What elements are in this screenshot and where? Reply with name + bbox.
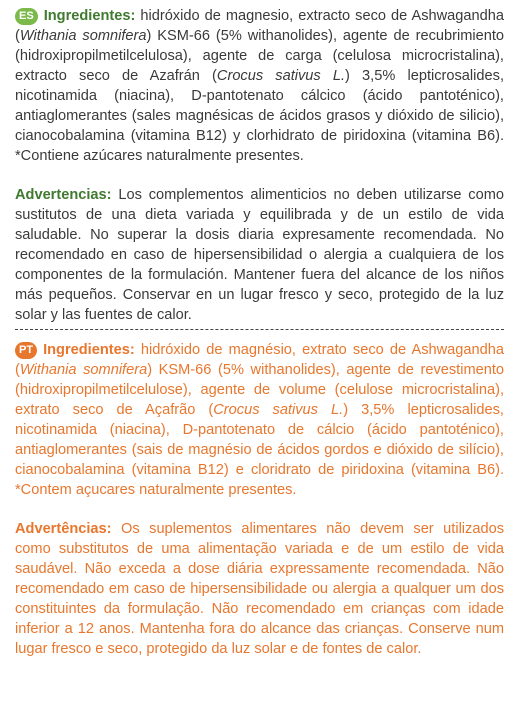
es-warnings-text: Los complementos alimenticios no deben utilizarse como sustitutos de una dieta variada y equilibrada y de un estilo de vida saludable. No superar la dosis diaria expresamente recomendada. No recomendado en caso de hipersensibilidad o alergia a cualquiera de los componentes de la formulación. Mantener fuera del alcance de los niños más pequeños. Conservar en un lugar fresco y seco, protegido de la luz solar y las fuentes de calor. [15, 187, 504, 323]
pt-ingredients-text-3: ) 3,5% lepticrosalides, nicotinamida (niacina), D-pantotenato de cálcio (ácido pantoténico), antiaglomerantes (sais de magnésio de ácidos gordos e dióxido de silício), cianocobalamina (vitamina B12) e cloridrato de piridoxina (vitamina B6). *Contem açucares naturalmente presentes. [15, 402, 504, 498]
es-ingredients-italic-2: Crocus sativus L. [216, 68, 346, 84]
es-ingredients-text-1: hidróxido de magnesio, extracto seco de Ashwagandha ( [15, 8, 504, 44]
es-warnings-paragraph [15, 185, 504, 325]
es-language-badge: ES [15, 8, 38, 25]
pt-warnings-label: Advertências: [15, 521, 112, 537]
paragraph-gap [15, 166, 504, 185]
pt-ingredients-italic-1: Withania somnifera [19, 362, 148, 378]
es-ingredients-paragraph [15, 6, 504, 166]
spanish-section [15, 6, 504, 325]
pt-ingredients-text-2: ) KSM-66 (5% withanolides), agente de revestimento (hidroxipropilmetilcelulose), agente de volume (celulose microcristalina), extrato seco de Açafrão ( [15, 362, 505, 418]
pt-ingredients-italic-2: Crocus sativus L. [213, 402, 344, 418]
dashed-divider [15, 329, 504, 330]
es-ingredients-label: Ingredientes: [43, 8, 136, 24]
paragraph-gap [15, 500, 504, 519]
pt-warnings-text: Os suplementos alimentares não devem ser utilizados como substitutos de uma alimentação variada e de um estilo de vida saudável. Não exceda a dose diária expressamente recomendada. Não recomendado em caso de hipersensibilidade ou alergia a qualquer um dos constituintes da formulação. Não recomendado em crianças com idade inferior a 12 anos. Mantenha fora do alcance das crianças. Conserve num lugar fresco e seco, protegido da luz solar e de fontes de calor. [15, 521, 504, 657]
pt-ingredients-text-1: hidróxido de magnésio, extrato seco de Ashwagandha ( [15, 342, 504, 378]
es-ingredients-text-2: ) KSM-66 (5% withanolides), agente de recubrimiento (hidroxipropilmetilcelulosa), agente de carga (celulosa microcristalina), extracto seco de Azafrán ( [15, 28, 504, 84]
es-ingredients-text-3: ) 3,5% lepticrosalides, nicotinamida (niacina), D-pantotenato cálcico (ácido pantoténico), antiaglomerantes (sales magnésicas de ácidos grasos y dióxido de silicio), cianocobalamina (vitamina B12) y clorhidrato de piridoxina (vitamina B6). *Contiene azúcares naturalmente presentes. [15, 68, 504, 164]
pt-language-badge: PT [15, 342, 37, 359]
pt-warnings-paragraph [15, 519, 504, 659]
portuguese-section [15, 340, 504, 659]
es-warnings-label: Advertencias: [15, 187, 112, 203]
pt-ingredients-label: Ingredientes: [43, 342, 135, 358]
es-ingredients-italic-1: Withania somnifera [19, 28, 147, 44]
pt-ingredients-paragraph [15, 340, 504, 500]
